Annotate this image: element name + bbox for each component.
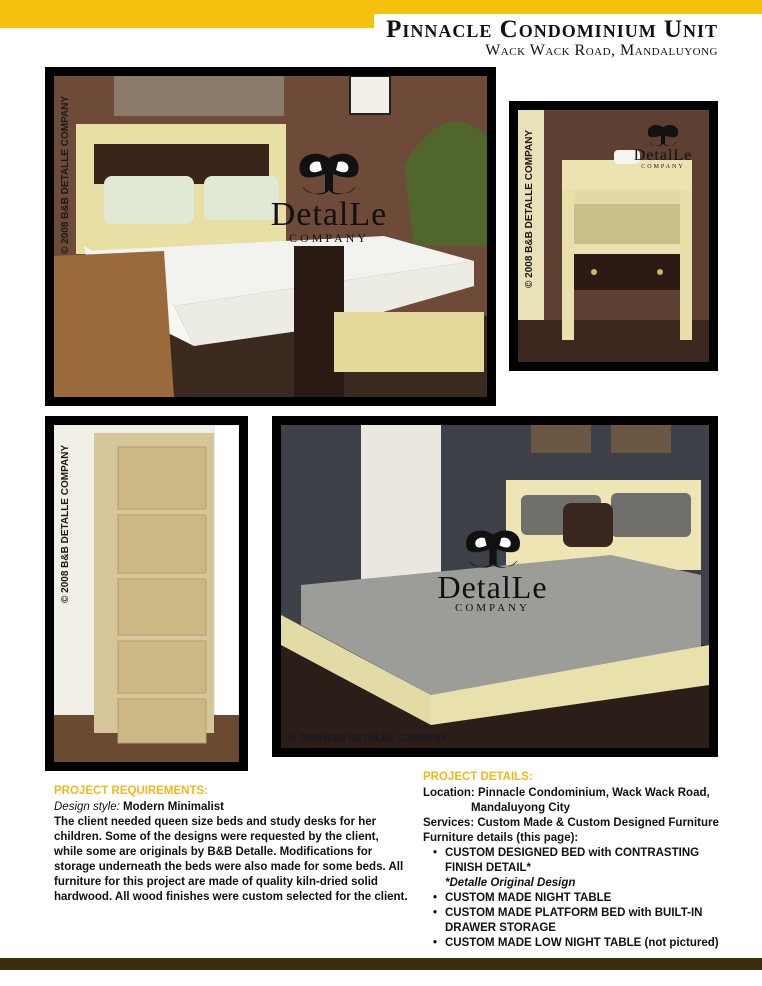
photo-contrast-bed bbox=[45, 67, 496, 406]
design-style-line bbox=[54, 800, 409, 815]
butterfly-logo-icon bbox=[294, 152, 364, 198]
requirements-body: The client needed queen size beds and study desks for her children. Some of the designs were requested by the client, while some are originals by B&B Detalle. Modifications for storage underneath the beds were also made for some beds. All furniture for this project are made of quality kiln-dried solid hardwood. All wood finishes were custom selected for the client. bbox=[54, 816, 408, 903]
logo-brand: DetalLe bbox=[437, 569, 548, 605]
furniture-list-continued bbox=[423, 891, 733, 951]
photo-night-table bbox=[509, 101, 718, 371]
photo-copyright: © 2008 B&B DETALLE COMPANY bbox=[524, 129, 535, 288]
logo-brand: DetalLe bbox=[633, 147, 693, 164]
list-item: • CUSTOM DESIGNED BED with CONTRASTING FINISH DETAIL* bbox=[433, 846, 733, 876]
butterfly-logo-icon bbox=[461, 529, 525, 571]
location-line: Location: Pinnacle Condominium, Wack Wack Road, bbox=[423, 787, 710, 799]
location-city: Mandaluyong City bbox=[471, 802, 571, 814]
logo-brand: DetalLe bbox=[270, 196, 388, 233]
photo-platform-bed bbox=[272, 416, 718, 757]
tall-cabinet-illustration bbox=[54, 425, 239, 762]
logo-company: COMPANY bbox=[454, 602, 530, 614]
original-design-note: *Detalle Original Design bbox=[445, 877, 576, 889]
detalle-logo bbox=[405, 529, 580, 614]
design-style-label: Design style: bbox=[54, 801, 120, 813]
project-details bbox=[423, 770, 733, 951]
furniture-list bbox=[423, 846, 733, 876]
photo-copyright: © 2008 B&B DETALLE COMPANY bbox=[60, 95, 71, 254]
butterfly-logo-icon bbox=[645, 124, 681, 148]
services-line: Services: Custom Made & Custom Designed Furniture bbox=[423, 817, 719, 829]
detalle-logo bbox=[234, 152, 424, 244]
details-heading: PROJECT DETAILS: bbox=[423, 771, 533, 783]
photo-copyright: © 2008 B&B DETALLE COMPANY bbox=[289, 733, 448, 744]
list-item: • CUSTOM MADE LOW NIGHT TABLE (not pictured) bbox=[433, 936, 733, 951]
detalle-logo bbox=[618, 124, 708, 170]
page-title: Pinnacle Condominium Unit bbox=[386, 16, 718, 43]
project-requirements bbox=[54, 784, 409, 905]
list-item: • CUSTOM MADE PLATFORM BED with BUILT-IN DRAWER STORAGE bbox=[433, 906, 733, 936]
furniture-label: Furniture details (this page): bbox=[423, 832, 579, 844]
requirements-heading: PROJECT REQUIREMENTS: bbox=[54, 785, 208, 797]
list-item: • CUSTOM MADE NIGHT TABLE bbox=[433, 891, 733, 906]
logo-company: COMPANY bbox=[641, 164, 685, 170]
header bbox=[374, 14, 762, 60]
footer-bar bbox=[0, 958, 762, 970]
design-style-value: Modern Minimalist bbox=[123, 801, 224, 813]
logo-company: COMPANY bbox=[289, 231, 369, 245]
page-subtitle: Wack Wack Road, Mandaluyong bbox=[485, 42, 718, 59]
photo-copyright: © 2008 B&B DETALLE COMPANY bbox=[60, 444, 71, 603]
photo-tall-cabinet bbox=[45, 416, 248, 771]
